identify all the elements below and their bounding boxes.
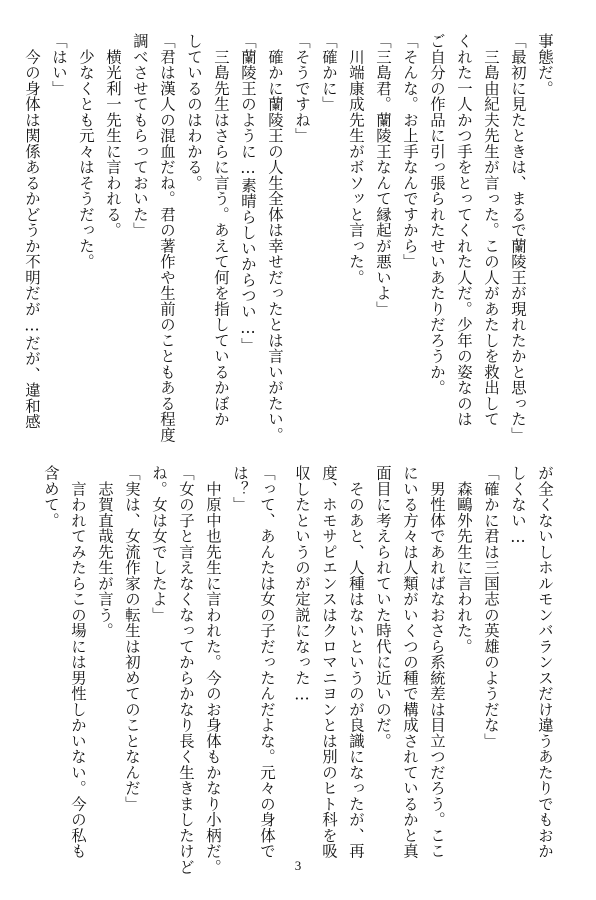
text-column: ね。女は女でしたよ」 bbox=[150, 465, 168, 623]
text-column: 今の身体は関係あるかどうか不明だが…だが、違和感 bbox=[23, 33, 41, 430]
text-column: 川端康成先生がボソッと言った。 bbox=[347, 33, 365, 285]
text-column: 調べさせてもらっておいた」 bbox=[131, 33, 149, 238]
text-column: 「そうですね」 bbox=[293, 33, 311, 144]
text-column: 森鷗外先生に言われた。 bbox=[455, 465, 473, 654]
text-column: 「最初に見たときは、まるで蘭陵王が現れたかと思った」 bbox=[509, 33, 527, 443]
text-column: 横光利一先生に言われる。 bbox=[104, 33, 122, 238]
text-column: 「蘭陵王のように…素晴らしいからつい…」 bbox=[239, 33, 257, 354]
text-column: 収したというのが定説になった… bbox=[293, 465, 311, 704]
text-column: 男性体であればなおさら系統差は目立つだろう。ここ bbox=[428, 465, 446, 859]
text-column: 「確かに」 bbox=[320, 33, 338, 112]
text-column: 志賀直哉先生が言う。 bbox=[96, 465, 114, 639]
text-column: しくない… bbox=[509, 465, 527, 547]
text-column: 「はい」 bbox=[50, 33, 68, 96]
text-column: 面目に考えられていた時代に近いのだ。 bbox=[374, 465, 392, 749]
text-column: 中原中也先生に言われた。今のお身体もかなり小柄だ。 bbox=[204, 465, 222, 875]
text-column: 度、ホモサピエンスはクロマニヨンとは別のヒト科を吸 bbox=[320, 465, 338, 859]
text-column: 事態だ。 bbox=[536, 33, 554, 96]
text-column: 三島由紀夫先生が言った。この人があたしを救出して bbox=[482, 33, 500, 427]
lower-text-block bbox=[42, 465, 554, 875]
text-column: 「そんな。お上手なんですから」 bbox=[401, 33, 419, 270]
text-column: は？」 bbox=[231, 465, 249, 513]
upper-text-block bbox=[23, 33, 554, 448]
text-column: 三島先生はさらに言う。あえて何を指しているかぼか bbox=[212, 33, 230, 427]
page-number: 3 bbox=[294, 858, 302, 873]
text-column: 確かに蘭陵王の人生全体は幸せだったとは言いがたい。 bbox=[266, 33, 284, 443]
text-column: くれた一人かつ手をとってくれた人だ。少年の姿なのは bbox=[455, 33, 473, 427]
text-column: 少なくとも元々はそうだった。 bbox=[77, 33, 95, 270]
text-column: しているのはわかる。 bbox=[185, 33, 203, 191]
text-column: 「君は漢人の混血だね。君の著作や生前のこともある程度 bbox=[158, 33, 176, 443]
text-column: にいる方々は人類がいくつの種で構成されているかと真 bbox=[401, 465, 419, 859]
text-column: ご自分の作品に引っ張られたせいあたりだろうか。 bbox=[428, 33, 446, 396]
text-column: 含めて。 bbox=[42, 465, 60, 528]
text-column: 「実は、女流作家の転生は初めてのことなんだ」 bbox=[123, 465, 141, 812]
text-column: が全くないしホルモンバランスだけ違うあたりでもおか bbox=[536, 465, 554, 859]
text-column: そのあと、人種はないというのが良識になったが、再 bbox=[347, 465, 365, 859]
text-column: 「女の子と言えなくなってからかなり長く生きましたけど bbox=[177, 465, 195, 875]
text-column: 「確かに君は三国志の英雄のようだな」 bbox=[482, 465, 500, 749]
text-column: 言われてみたらこの場には男性しかいない。今の私も bbox=[69, 465, 87, 859]
text-column: 「って、あんたは女の子だったんだよな。元々の身体で bbox=[258, 465, 276, 859]
text-column: 「三島君。蘭陵王なんて縁起が悪いよ」 bbox=[374, 33, 392, 317]
